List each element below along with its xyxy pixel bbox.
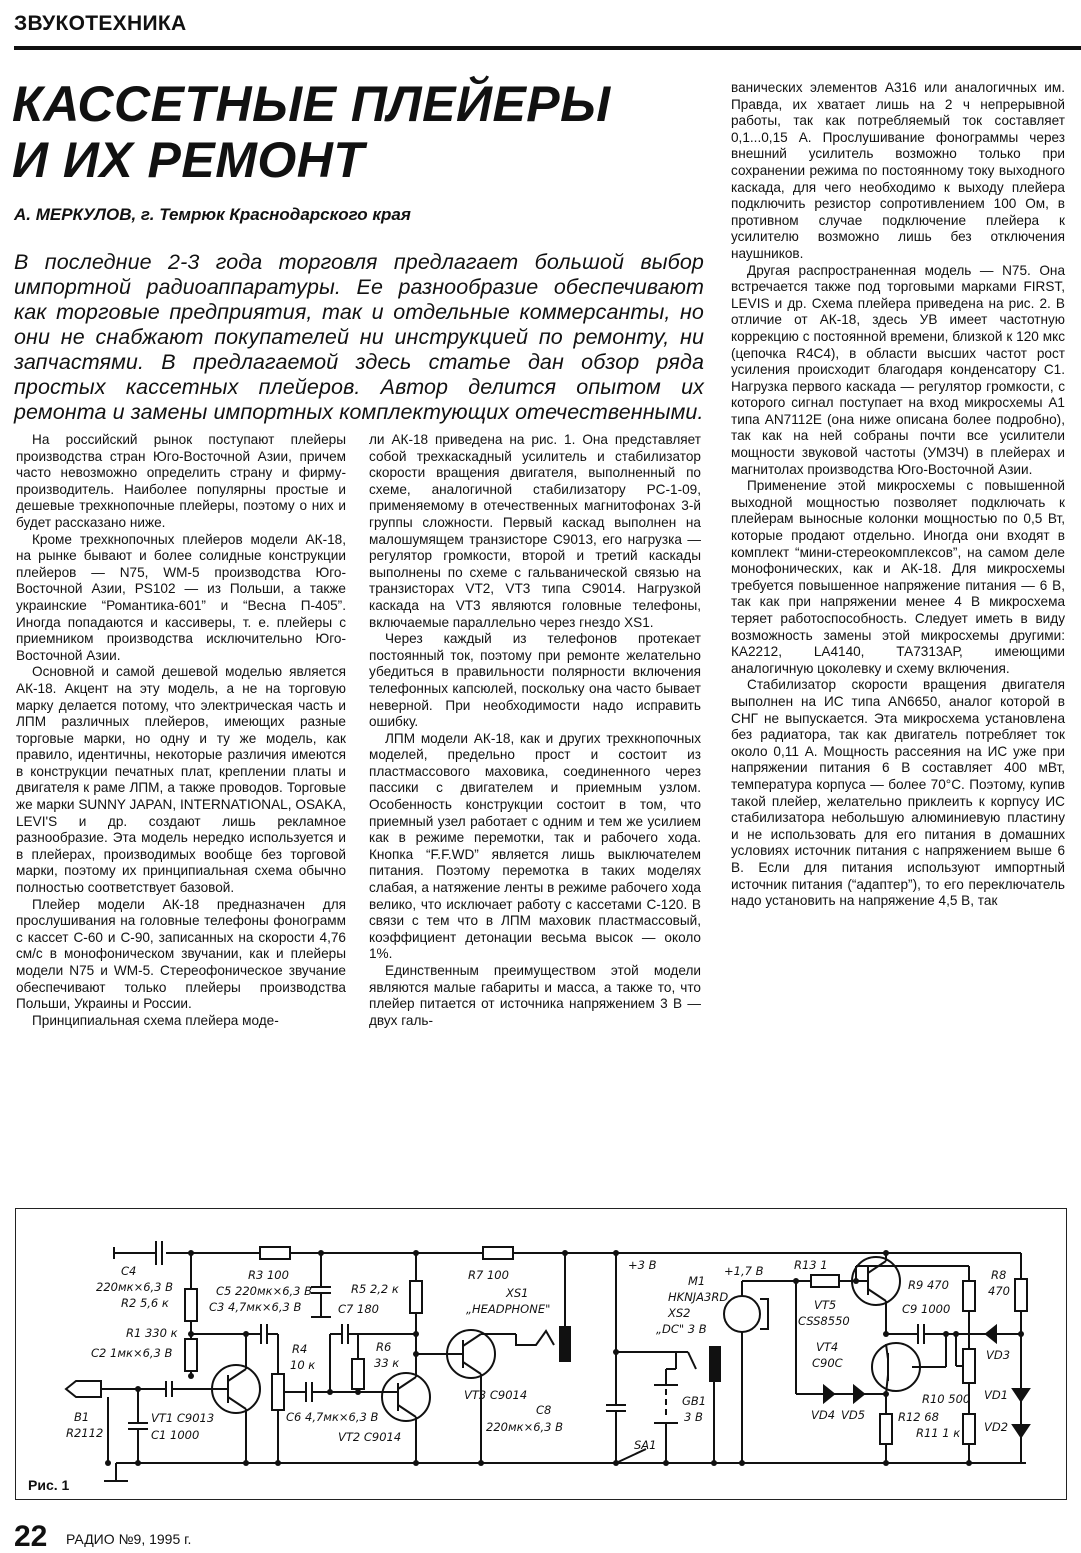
label-r12: R12 68 (898, 1410, 939, 1424)
label-r6-value: 33 к (374, 1356, 400, 1370)
text-column-3 (731, 80, 1065, 910)
label-vd5: VD5 (841, 1408, 866, 1422)
label-c4-value: 220мк×6,3 В (96, 1280, 174, 1294)
magazine-issue: РАДИО №9, 1995 г. (66, 1531, 192, 1547)
label-c1: C1 1000 (151, 1428, 200, 1442)
label-vd1: VD1 (984, 1388, 1009, 1402)
label-c7: C7 180 (338, 1302, 379, 1316)
label-c3: C3 4,7мк×6,3 В (209, 1300, 302, 1314)
label-xs1-name: „HEADPHONE" (466, 1302, 551, 1316)
label-r4-value: 10 к (290, 1358, 316, 1372)
label-b1: B1 (74, 1410, 90, 1424)
paragraph: Единственным преимуществом этой модели являются малые габариты и масса, а также то, что плейер питается от источника напряжением 3 В — двух галь- (369, 963, 701, 1028)
label-r10: R10 500 (922, 1392, 971, 1406)
paragraph: Плейер модели АК-18 предназначен для прослушивания на головные телефоны фонограмм с кассет С-60 и С-90, записанных на скорости 4,76 см/с в монофоническом звучании, как и плейеры модели N75 и WM-5. Стереофоническое звучание обеспечивают только плейеры производства Польши, Украины и России. (16, 896, 346, 1012)
label-b1-type: R2112 (66, 1426, 104, 1440)
rubric-divider (14, 46, 1081, 50)
label-c8-value: 220мк×6,3 В (486, 1420, 564, 1434)
label-r11: R11 1 к (916, 1426, 961, 1440)
article-title (12, 76, 712, 188)
label-r1: R1 330 к (126, 1326, 178, 1340)
paragraph: ли АК-18 приведена на рис. 1. Она представляет собой трехкаскадный усилитель и стабилизатор скорости вращения двигателя, выполненный по схеме, аналогичной стабилизатору PC-1-09, применяемому в отечественных магнитофонах 3-й группы сложности. Первый каскад выполнен на малошумящем транзисторе С9013, его нагрузка — регулятор громкости, второй и третий каскады выполнены по схеме с гальванической связью на транзисторах VT2, VT3 типа С9014. Нагрузкой каскада на VT3 являются головные телефоны, включаемые параллельно через гнездо XS1. (369, 432, 701, 630)
label-vt2: VT2 C9014 (338, 1430, 402, 1444)
label-m1: M1 (688, 1274, 706, 1288)
page-number: 22 (14, 1520, 48, 1553)
label-c8: C8 (536, 1403, 552, 1417)
figure-caption: Рис. 1 (28, 1477, 70, 1493)
paragraph: Применение этой микросхемы с повышенной выходной мощностью позволяет подключать к плейерам выносные колонки мощностью по 0,5 Вт, которые продают отдельно. Иногда они входят в комплект “мини-стереокомплексов”, на самом деле монофонических, как и АК-18. Для микросхемы требуется повышенное напряжение питания — 6 В, так как при напряжении менее 4 В микросхема теряет работоспособность. Следует иметь в виду возможность замены этой микросхемы другими: КА2212, LA4140, ТА7313АР, имеющими аналогичную цоколевку и схему включения. (731, 478, 1065, 676)
label-gb1-value: 3 В (684, 1410, 703, 1424)
label-vt4-type: C90C (812, 1356, 843, 1370)
label-vt5-type: CSS8550 (798, 1314, 850, 1328)
label-vt5: VT5 (814, 1298, 837, 1312)
title-line-1: КАССЕТНЫЕ ПЛЕЙЕРЫ (12, 76, 611, 132)
label-c4: C4 (121, 1264, 137, 1278)
label-sa1: SA1 (634, 1438, 657, 1452)
paragraph: Другая распространенная модель — N75. Она встречается также под торговыми марками FIRST, LEVIS и др. Схема плейера приведена на рис. 2. В отличие от АК-18, здесь УВ имеет частотную коррекцию с постоянной времени, близкой к 120 мкс (цепочка R4C4), в области высших частот рост усиления происходит благодаря конденсатору С1. Нагрузка первого каскада — регулятор громкости, с которого сигнал поступает на вход микросхемы А1 типа AN7112E (она ниже описана более подробно), так как на ней собраны почти все усилители мощности звуковой частоты (УМЗЧ) в плейерах и магнитолах производства Юго-Восточной Азии. (731, 262, 1065, 477)
paragraph: ЛПМ модели АК-18, как и других трехкнопочных моделей, предельно прост и состоит из пластмассового маховика, соединенного через пассики с двигателем и приемным узлом. Особенность конструкции состоит в том, что приемный узел работает с одним и тем же усилием как в режиме перемотки, так и рабочего хода. Кнопка “F.F.WD” является лишь выключателем питания. Поэтому перемотка в таких моделях слабая, а натяжение ленты в режиме рабочего хода велико, что исключает работу с кассетами С-120. В связи с тем что в ЛПМ маховик пластмассовый, коэффициент детонации весьма высок — около 1%. (369, 730, 701, 962)
paragraph: Через каждый из телефонов протекает постоянный ток, поэтому при ремонте желательно убедиться в правильности полярности включения телефонных капсюлей, поскольку она часто бывает неверной. При необходимости надо исправить ошибку. (369, 631, 701, 730)
paragraph: Основной и самой дешевой моделью является АК-18. Акцент на эту модель, а не на торговую марку делается потому, что электрическая часть и ЛПМ различных плейеров, имеющих разные торговые марки, но одну и ту же модель, как правило, идентичны, некоторые различия имеются в конструкции печатных плат, креплении платы и двигателя к раме ЛПМ, а также проводов. Торговые же марки SUNNY JAPAN, INTERNATIONAL, OSAKA, LEVI'S и др. создают лишь рекламное разнообразие. Эта модель нередко используется и в плейерах, производимых вообще без торговой марки, поэтому их принципиальная схема обычно полностью соответствует базовой. (16, 664, 346, 896)
circuit-schematic-diagram (16, 1209, 1066, 1499)
label-m1-type: HKNJA3RD (668, 1290, 729, 1304)
label-r5: R5 2,2 к (351, 1282, 399, 1296)
label-r8-value: 470 (988, 1284, 1010, 1298)
label-r8: R8 (991, 1268, 1007, 1282)
text-column-1 (16, 432, 346, 1029)
paragraph: ванических элементов А316 или аналогичных им. Правда, их хватает лишь на 2 ч непрерывной работы, так как потребляемый ток составляет 0,1...0,15 А. Прослушивание фонограммы через внешний усилитель возможно только при сохранении режима по постоянному току выходного каскада, для чего необходимо к выходу плейера подключить резистор сопротивлением 100 Ом, в противном случае подключение плейера к усилителю возможно лишь без отключения наушников. (731, 80, 1065, 261)
paragraph: Принципиальная схема плейера моде- (32, 1012, 279, 1028)
paragraph: Кроме трехкнопочных плейеров модели АК-18, на рынке бывают и более солидные конструкции плейеров — N75, WM-5 производства Юго-Восточной Азии, PS102 — из Польши, а также украинские “Романтика-601” и “Весна П-405”. Иногда попадаются и кассиверы, т. е. плейеры с приемником производства исключительно Юго-Восточной Азии. (16, 531, 346, 663)
label-vt3: VT3 C9014 (464, 1388, 528, 1402)
label-xs2: XS2 (668, 1306, 691, 1320)
label-1-7v: +1,7 В (724, 1264, 764, 1278)
label-c6: C6 4,7мк×6,3 В (286, 1410, 379, 1424)
label-r3: R3 100 (248, 1268, 289, 1282)
label-r2: R2 5,6 к (121, 1296, 169, 1310)
label-vt4: VT4 (816, 1340, 839, 1354)
lead-paragraph: В последние 2-3 года торговля предлагает большой выбор импортной радиоаппаратуры. Ее разнообразие обеспечивают как торговые предприятия, так и отдельные коммерсанты, но они не снабжают покупателей ни инструкцией по ремонту, ни запчастями. В предлагаемой здесь статье дан обзор ряда простых кассетных плейеров. Автор делится опытом их ремонта и замены импортных комплектующих отечественными. (14, 250, 704, 424)
label-3v: +3 В (628, 1258, 657, 1272)
paragraph: На российский рынок поступают плейеры производства стран Юго-Восточной Азии, причем часто невозможно определить страну и фирму-производитель. Наиболее популярны простые и дешевые трехкнопочные плейеры, поэтому о них и будет рассказано ниже. (16, 432, 346, 530)
label-r7: R7 100 (468, 1268, 509, 1282)
text-column-2 (369, 432, 701, 1029)
section-rubric: ЗВУКОТЕХНИКА (14, 12, 187, 35)
author-byline: А. МЕРКУЛОВ, г. Темрюк Краснодарского края (14, 205, 411, 224)
label-gb1: GB1 (682, 1394, 707, 1408)
label-xs1: XS1 (506, 1286, 529, 1300)
label-c2: C2 1мк×6,3 В (91, 1346, 173, 1360)
label-r6: R6 (376, 1340, 392, 1354)
title-line-2: И ИХ РЕМОНТ (12, 132, 365, 188)
label-xs2-name: „DC" 3 В (656, 1322, 707, 1336)
label-r4: R4 (292, 1342, 308, 1356)
label-c9: C9 1000 (902, 1302, 951, 1316)
paragraph: Стабилизатор скорости вращения двигателя выполнен на ИС типа AN6650, аналог которой в СНГ не выпускается. Эта микросхема установлена без радиатора, так как двигатель потребляет ток около 0,11 А. Мощность рассеяния на ИС уже при напряжении питания 6 В составляет 400 мВт, температура корпуса — более 70°С. Поэтому, купив такой плейер, желательно приклеить к корпусу ИС стабилизатора небольшую алюминиевую пластину и не использовать для его питания в домашних условиях источник питания с напряжением выше 6 В. Если для питания используют импортный источник питания (“адаптер”), то его переключатель надо установить на напряжение 4,5 В, так (731, 677, 1065, 909)
figure-schematic (15, 1208, 1067, 1500)
label-c5: C5 220мк×6,3 В (216, 1284, 313, 1298)
label-r9: R9 470 (908, 1278, 949, 1292)
label-r13: R13 1 (794, 1258, 828, 1272)
label-vt1: VT1 C9013 (151, 1411, 215, 1425)
label-vd3: VD3 (986, 1348, 1011, 1362)
label-vd2: VD2 (984, 1420, 1009, 1434)
label-vd4: VD4 (811, 1408, 836, 1422)
